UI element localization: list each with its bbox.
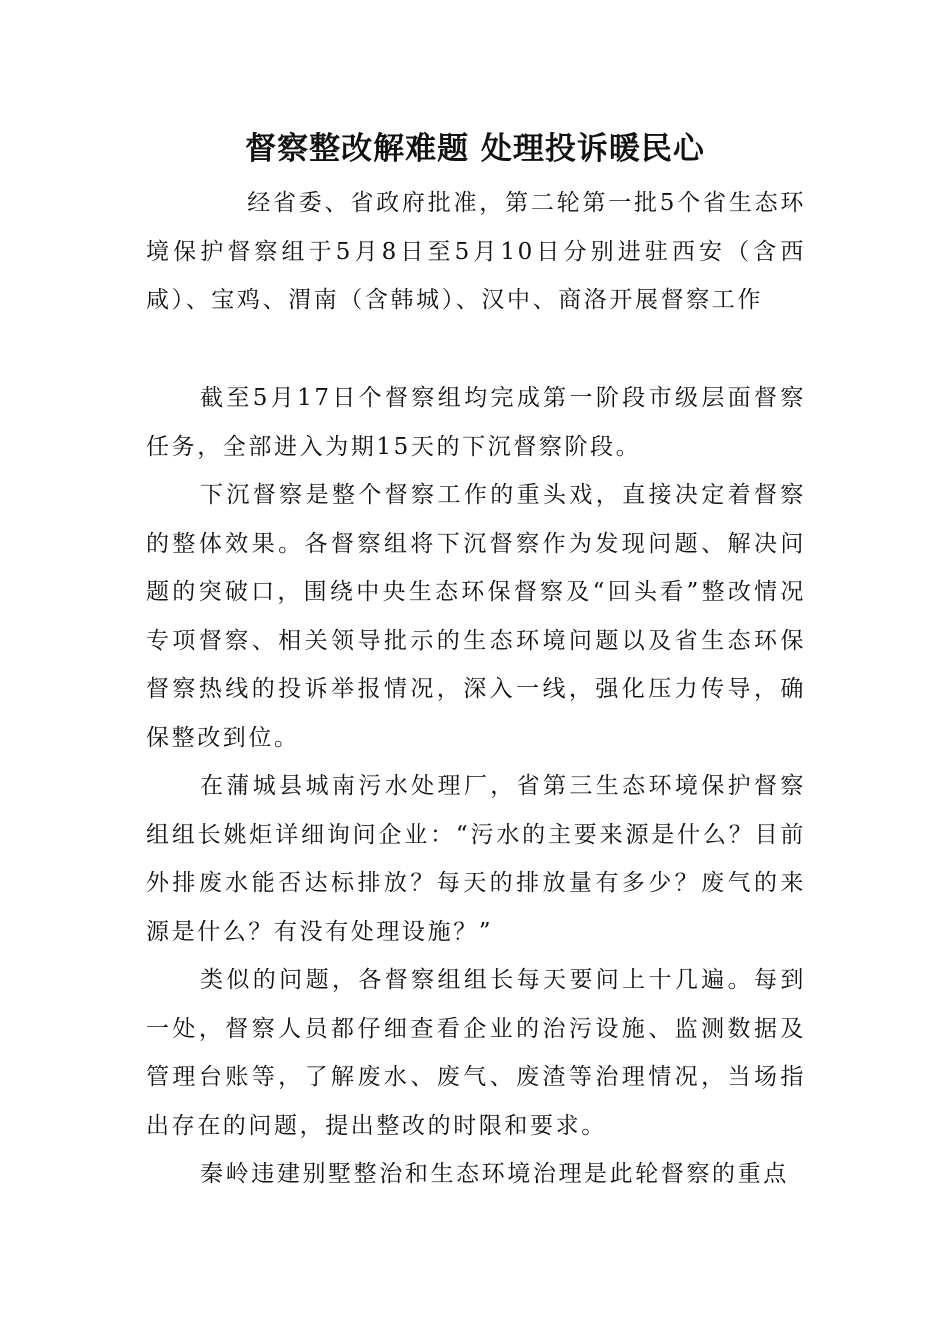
intro-section [146, 179, 806, 325]
body-paragraph: 秦岭违建别墅整治和生态环境治理是此轮督察的重点 [200, 1161, 789, 1187]
body-paragraph: 截至5月17日个督察组均完成第一阶段市级层面督察任务，全部进入为期15天的下沉督察阶段。 [146, 385, 806, 460]
body-section [146, 374, 806, 1199]
body-paragraph: 下沉督察是整个督察工作的重头戏，直接决定着督察的整体效果。各督察组将下沉督察作为发现问题、解决问题的突破口，围绕中央生态环保督察及“回头看”整改情况专项督察、相关领导批示的生态环境问题以及省生态环保督察热线的投诉举报情况，深入一线，强化压力传导，确保整改到位。 [146, 482, 806, 751]
body-paragraph: 类似的问题，各督察组组长每天要问上十几遍。每到一处，督察人员都仔细查看企业的治污设施、监测数据及管理台账等，了解废水、废气、废渣等治理情况，当场指出存在的问题，提出整改的时限和要求。 [146, 967, 806, 1139]
document-title: 督察整改解难题 处理投诉暖民心 [245, 131, 705, 167]
body-paragraph: 在蒲城县城南污水处理厂，省第三生态环境保护督察组组长姚炬详细询问企业：“污水的主要来源是什么？目前外排废水能否达标排放？每天的排放量有多少？废气的来源是什么？有没有处理设施？” [146, 773, 806, 945]
intro-paragraph: 经省委、省政府批准，第二轮第一批5个省生态环境保护督察组于5月8日至5月10日分别进驻西安（含西咸）、宝鸡、渭南（含韩城）、汉中、商洛开展督察工作 [146, 190, 806, 313]
